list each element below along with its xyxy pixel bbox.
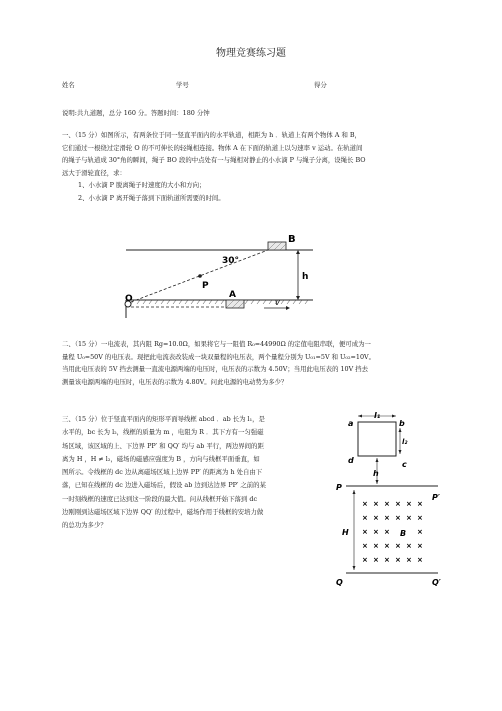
svg-text:×: × [406, 500, 412, 508]
svg-text:×: × [362, 542, 368, 550]
label-b: B [288, 234, 296, 245]
q3-line: 三、（15 分）位于竖直平面内的矩形平面导线框 abcd ．ab 长为 l₁，是 [62, 415, 265, 423]
label-h: h [302, 272, 309, 282]
q1-line: 的绳子与轨道成 30°角的瞬间，绳子 BO 段的中点处有一与绳相对静止的小水滴 P 与绳子分离，设绳长 BO [62, 156, 366, 164]
label-c: c [402, 460, 407, 469]
q1-line: 远大于滑轮直径，求： [62, 168, 126, 177]
q2-line: 当用此电压表的 5V 挡去测量一直流电源两端的电压时，电压表的示数为 4.50V；当用此电压表的 10V 挡去 [62, 365, 369, 373]
svg-text:×: × [406, 514, 412, 522]
svg-text:×: × [384, 556, 390, 564]
svg-text:×: × [362, 514, 368, 522]
label-p: P [336, 483, 342, 492]
svg-text:×: × [395, 542, 401, 550]
q2-line: 测量该电源两端的电压时，电压表的示数为 4.80V。问此电源的电动势为多少？ [62, 377, 288, 386]
q2-line: 量程 U₀=50V 的电压表。现把此电流表改装成一块双量程的电压表，两个量程分别为 U₀₁=5V 和 U₀₂=10V。 [62, 352, 376, 361]
svg-text:×: × [384, 542, 390, 550]
label-o: O [125, 294, 133, 304]
label-b: b [399, 419, 405, 428]
svg-text:×: × [362, 528, 368, 536]
svg-text:×: × [362, 500, 368, 508]
question-2-text [62, 338, 375, 388]
question-1-text [62, 129, 366, 179]
svg-text:×: × [395, 514, 401, 522]
exam-note: 说明:共九道题，总分 160 分。答题时间：180 分钟 [62, 109, 210, 117]
q3-line: 边刚刚到达磁场区域下边界 QQ′ 的过程中，磁场作用于线框的安培力做 [62, 508, 264, 517]
wire-frame [358, 422, 396, 456]
svg-text:×: × [384, 500, 390, 508]
rail-hatching [125, 300, 308, 304]
svg-text:×: × [373, 528, 379, 536]
label-l1: l₁ [374, 411, 381, 420]
q1-line: 它们通过一根绕过定滑轮 O 的不可伸长的轻绳相连接。物体 A 在下面的轨道上以匀速率 v 运动。在轨道间 [62, 143, 363, 152]
svg-text:×: × [417, 542, 423, 550]
label-l2: l₂ [402, 438, 408, 446]
label-q: Q [336, 578, 343, 587]
q1-line: 一、（15 分）如图所示，有两条位于同一竖直平面内的水平轨道，相距为 h ．轨道上有两个物体 A 和 B， [62, 131, 361, 139]
student-id-label: 学号 [176, 81, 189, 89]
label-p: P [202, 281, 209, 291]
q1-figure [118, 228, 328, 324]
q3-line: 落，已知在线框的 dc 边进入磁场后，假设 ab 边到达边界 PP′ 之前的某 [62, 481, 266, 490]
name-label: 姓名 [62, 81, 75, 89]
label-field-h: H [342, 528, 349, 537]
label-a: a [348, 419, 354, 428]
velocity-arrowhead [286, 306, 290, 310]
svg-text:×: × [395, 500, 401, 508]
label-d: d [348, 456, 354, 465]
q3-line: 的总功为多少？ [62, 521, 107, 530]
label-q-prime: Q′ [432, 578, 441, 587]
block-a [226, 300, 244, 308]
q2-line: 二、（15 分）一电流表，其内阻 Rg=10.0Ω，如果将它与一阻值 R₀=44990Ω 的定值电阻串联，便可成为一 [62, 340, 371, 348]
point-p [198, 274, 202, 278]
q3-line: 场区域，该区域的上、下边界 PP′ 和 QQ′ 均与 ab 平行，两边界间的距 [62, 441, 264, 450]
svg-text:×: × [406, 542, 412, 550]
svg-text:×: × [417, 556, 423, 564]
svg-text:×: × [362, 556, 368, 564]
svg-text:×: × [406, 556, 412, 564]
q3-figure [336, 410, 446, 590]
label-angle: 30° [222, 256, 240, 266]
svg-text:×: × [373, 542, 379, 550]
svg-text:×: × [373, 500, 379, 508]
q3-line: 离为 H ，H ≠ l₂，磁场的磁感应强度为 B ，方向与线框平面垂直，如 [62, 454, 260, 463]
svg-text:×: × [373, 556, 379, 564]
q3-line: 图所示。令线框的 dc 边从离磁场区域上边界 PP′ 的距离为 h 处自由下 [62, 468, 263, 477]
label-v: v [275, 298, 280, 307]
block-b [268, 242, 286, 250]
q3-line: 一时刻线框的速度已达到这一阶段的最大值。问从线框开始下落到 dc [62, 494, 258, 503]
svg-text:×: × [417, 500, 423, 508]
label-a: A [229, 290, 236, 300]
label-h: h [373, 469, 379, 478]
svg-text:×: × [384, 528, 390, 536]
svg-text:×: × [417, 514, 423, 522]
svg-text:×: × [373, 514, 379, 522]
svg-text:×: × [417, 528, 423, 536]
q3-line: 水平的，bc 长为 l₂，线框的质量为 m ，电阻为 R ．其下方有一匀强磁 [62, 428, 264, 437]
label-p-prime: P′ [432, 493, 440, 502]
svg-text:×: × [395, 556, 401, 564]
svg-text:×: × [384, 514, 390, 522]
score-label: 得分 [314, 81, 327, 89]
q1-item-1: 1、小水滴 P 脱离绳子时速度的大小和方向； [78, 181, 206, 189]
page-title: 物理竞赛练习题 [216, 48, 286, 59]
magnetic-field-crosses [362, 500, 423, 564]
q1-item-2: 2、小水滴 P 离开绳子落到下面轨道所需要的时间。 [78, 194, 225, 202]
label-field-b: B [400, 529, 407, 538]
question-3-text [62, 413, 266, 533]
